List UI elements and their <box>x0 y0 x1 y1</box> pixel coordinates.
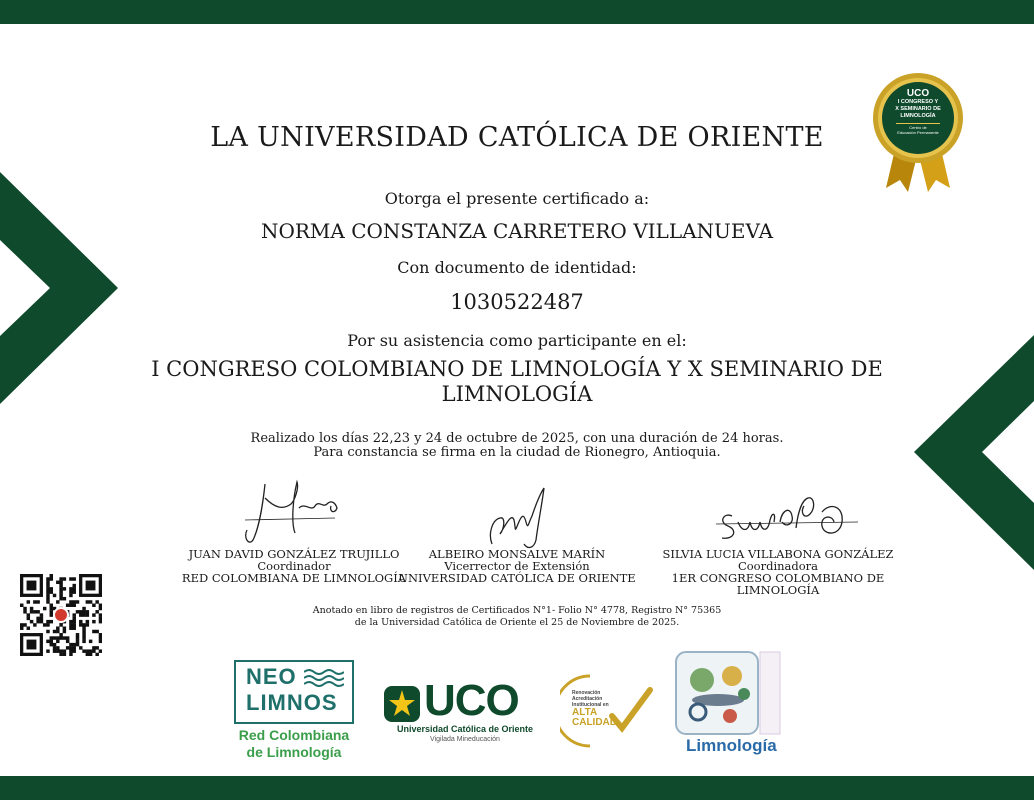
uco-full-name: Universidad Católica de Oriente <box>396 724 534 734</box>
institution-title: LA UNIVERSIDAD CATÓLICA DE ORIENTE <box>210 122 824 153</box>
limno-word: Limnología <box>686 736 777 755</box>
badge-line2: X SEMINARIO DE <box>895 106 941 112</box>
accred-3: Institucional en <box>572 702 609 708</box>
signer-2-name: ALBEIRO MONSALVE MARÍN <box>428 547 606 561</box>
signature-block-3 <box>650 548 906 596</box>
badge-line4: Centro de <box>909 125 927 130</box>
badge-brand: UCO <box>906 88 930 99</box>
neo-line1: NEO <box>246 664 297 689</box>
uco-star-icon <box>382 684 422 724</box>
signer-3-role: Coordinadora <box>737 559 819 573</box>
qr-code[interactable] <box>20 574 102 656</box>
neo-sub1: Red Colombiana <box>238 727 350 743</box>
signer-1-name: JUAN DAVID GONZÁLEZ TRUJILLO <box>188 547 400 561</box>
signer-3-name: SILVIA LUCIA VILLABONA GONZÁLEZ <box>662 547 894 561</box>
grants-text: Otorga el presente certificado a: <box>384 189 650 208</box>
accreditation-seal <box>560 672 656 750</box>
accred-4: ALTA <box>572 707 598 718</box>
signer-1-role: Coordinador <box>257 559 331 573</box>
accred-1: Renovación <box>572 690 601 696</box>
waves-icon <box>304 668 344 688</box>
uco-sub: Vigilada Mineducación <box>430 736 500 743</box>
signer-1-org: RED COLOMBIANA DE LIMNOLOGÍA <box>181 571 407 585</box>
uco-name: UCO <box>424 676 519 725</box>
signature-2-image <box>478 484 568 556</box>
recipient-name: NORMA CONSTANZA CARRETERO VILLANUEVA <box>260 219 774 243</box>
signature-3-image <box>712 492 862 554</box>
registry-line1: Anotado en libro de registros de Certificados N°1- Folio N° 4778, Registro N° 75365 <box>312 605 722 616</box>
neo-limnos-logo <box>232 660 356 762</box>
neo-line2: LIMNOS <box>246 690 338 715</box>
signer-3-org: 1ER CONGRESO COLOMBIANO DE LIMNOLOGÍA <box>671 571 885 597</box>
badge-line5: Educación Permanente <box>897 130 939 135</box>
limnologia-congress-logo <box>674 650 784 760</box>
id-number: 1030522487 <box>450 290 584 314</box>
attendance-text: Por su asistencia como participante en el: <box>347 331 687 350</box>
signature-block-1 <box>174 548 414 584</box>
event-title-line2: LIMNOLOGÍA <box>441 382 593 406</box>
signature-1-image <box>235 478 345 550</box>
badge-line3: LIMNOLOGÍA <box>900 113 936 119</box>
details-line1: Realizado los días 22,23 y 24 de octubre de 2025, con una duración de 24 horas. <box>250 431 784 446</box>
badge-line1: I CONGRESO Y <box>897 99 939 105</box>
neo-sub2: de Limnología <box>246 744 342 760</box>
signer-2-role: Vicerrector de Extensión <box>444 559 590 573</box>
event-title-line1: I CONGRESO COLOMBIANO DE LIMNOLOGÍA Y X SEMINARIO DE <box>151 357 883 381</box>
top-band <box>0 0 1034 24</box>
bottom-band <box>0 776 1034 800</box>
uco-logo <box>382 676 552 746</box>
signer-2-org: UNIVERSIDAD CATÓLICA DE ORIENTE <box>398 571 636 585</box>
accred-2: Acreditación <box>572 696 603 702</box>
details-line2: Para constancia se firma en la ciudad de Rionegro, Antioquia. <box>313 445 721 460</box>
signature-block-2 <box>397 548 637 584</box>
id-label: Con documento de identidad: <box>397 258 637 277</box>
accred-5: CALIDAD <box>572 717 617 728</box>
registry-line2: de la Universidad Católica de Oriente el 25 de Noviembre de 2025. <box>354 617 680 628</box>
